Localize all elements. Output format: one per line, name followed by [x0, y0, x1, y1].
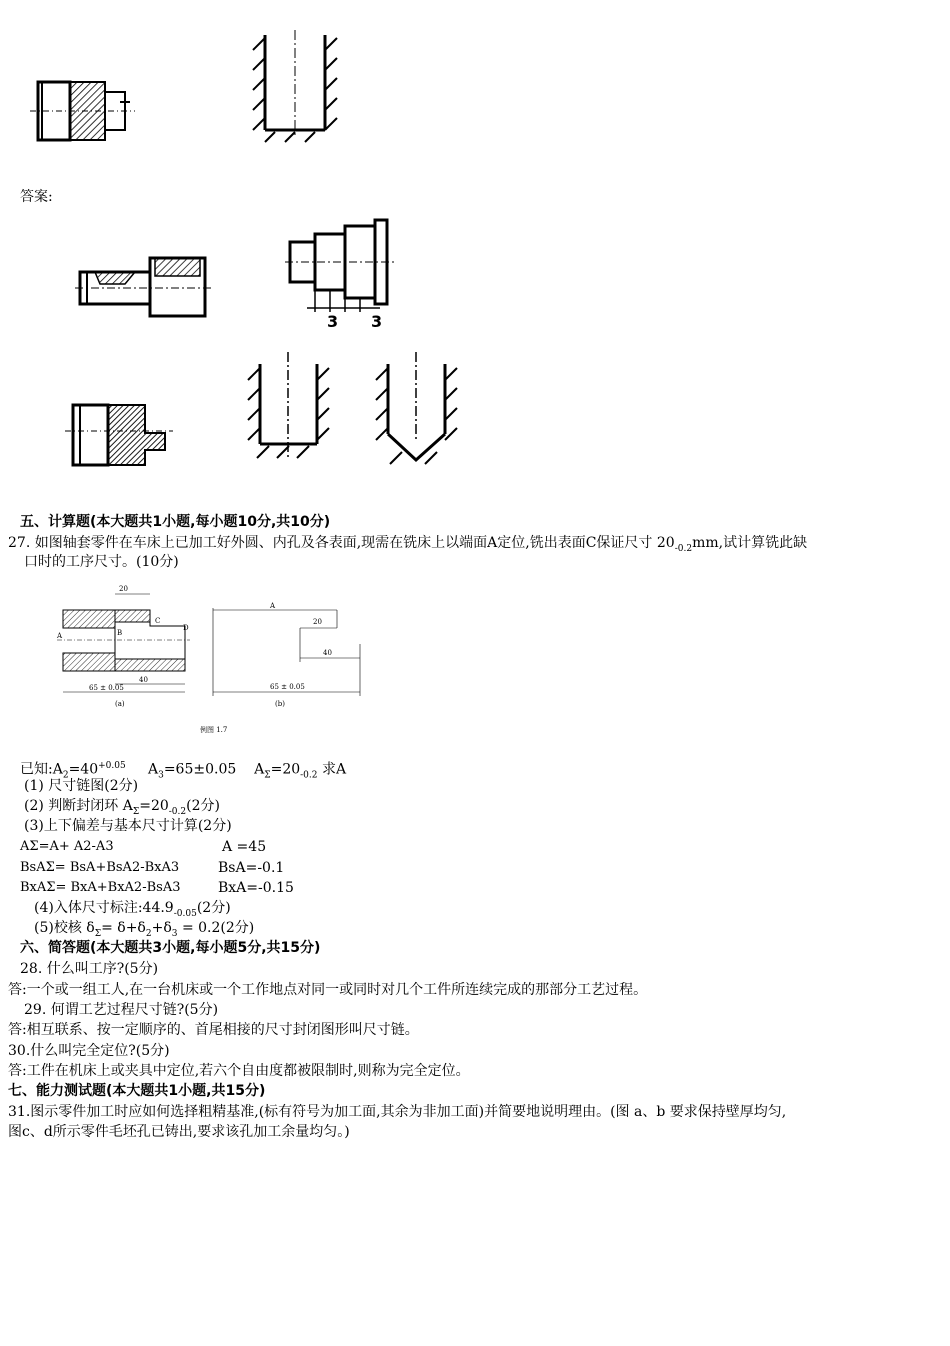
fig-caption: 例图 1.7 [200, 726, 228, 734]
answer-label: 答案: [20, 189, 53, 205]
drawing-answer-bore-flat [242, 352, 337, 467]
q31-line2: 图c、d所示零件毛坯孔已铸出,要求该孔加工余量均匀。) [8, 1124, 350, 1140]
fig-label-C: C [155, 617, 161, 625]
eq3-left: BxAΣ= BxA+BxA2-BsA3 [20, 880, 181, 895]
q28: 28. 什么叫工序?(5分) [20, 961, 159, 977]
eq1-right: A =45 [222, 839, 267, 855]
section6-heading: 六、简答题(本大题共3小题,每小题5分,共15分) [20, 940, 321, 956]
q27-line1: 27. 如图轴套零件在车床上已加工好外圆、内孔及各表面,现需在铣床上以端面A定位,铣出表面C保证尺寸 20 [8, 535, 675, 551]
q29: 29. 何谓工艺过程尺寸链?(5分) [24, 1002, 219, 1018]
fig-b-label: (b) [275, 700, 285, 708]
fig-a-label: (a) [115, 700, 125, 708]
drawing-hatched-part [30, 72, 140, 152]
q30: 30.什么叫完全定位?(5分) [8, 1043, 170, 1059]
dim-3-left: 3 [327, 312, 339, 331]
q31-line1: 31.图示零件加工时应如何选择粗精基准,(标有符号为加工面,其余为非加工面)并简要地说明理由。(图 a、b 要求保持壁厚均匀, [8, 1104, 787, 1120]
a29: 答:相互联系、按一定顺序的、首尾相接的尺寸封闭图形叫尺寸链。 [8, 1022, 419, 1038]
step4: (4)入体尺寸标注$:44.9_{-0.05}(2$分) [34, 900, 231, 919]
known-line: 已知$:A_2=40^{+0.05}$ $A_3=65\pm 0.05$ $A_\Sigma=20_{-0.2}$ 求A [20, 761, 347, 781]
q27-tolerance: -0.2 [674, 543, 693, 554]
dim-3-right: 3 [371, 312, 383, 331]
q27-line2: 口时的工序尺寸。(10分) [24, 554, 179, 570]
section5-heading: 五、计算题(本大题共1小题,每小题10分,共10分) [20, 514, 331, 530]
step3: (3)上下偏差与基本尺寸计算(2分) [24, 818, 232, 834]
q27-line1-end: mm,试计算铣此缺 [692, 535, 808, 551]
fig-b-dim65: 65 ± 0.05 [270, 683, 305, 691]
figure-1-7 [55, 578, 375, 738]
eq2-right: BsA=-0.1 [218, 860, 285, 876]
step2: (2) 判断封闭环 $A_\Sigma=20_{-0.2}(2$分) [24, 798, 220, 817]
drawing-answer-hatched-block [65, 395, 180, 475]
eq3-right: BxA=-0.15 [218, 880, 294, 896]
fig-b-label-A: A [270, 602, 276, 610]
section7-heading: 七、能力测试题(本大题共1小题,共15分) [8, 1083, 266, 1099]
step1: (1) 尺寸链图(2分) [24, 778, 139, 794]
fig-b-dim40: 40 [323, 649, 332, 657]
drawing-bore-hole [245, 30, 355, 145]
fig-b-dim20: 20 [313, 618, 322, 626]
drawing-answer-bore-drilled [370, 352, 465, 472]
step5: (5)校核 $\delta_\Sigma= \delta+\delta_2+\delta_3 = 0.2(2$分) [34, 920, 255, 939]
a30: 答:工件在机床上或夹具中定位,若六个自由度都被限制时,则称为完全定位。 [8, 1063, 470, 1079]
a28: 答:一个或一组工人,在一台机床或一个工作地点对同一或同时对几个工件所连续完成的那部分工艺过程。 [8, 982, 648, 998]
fig-label-A: A [57, 632, 63, 640]
fig-label-B: B [117, 629, 123, 637]
fig-a-dim65: 65 ± 0.05 [89, 684, 124, 692]
drawing-answer-stepped-shaft [285, 212, 400, 332]
eq2-left: BsAΣ= BsA+BsA2-BxA3 [20, 860, 180, 875]
fig-label-D: D [183, 624, 189, 632]
eq1-left: AΣ=A+ A2-A3 [20, 839, 114, 854]
fig-a-dim20: 20 [119, 585, 128, 593]
fig-a-dim40: 40 [139, 676, 148, 684]
drawing-answer-shaft [75, 250, 215, 320]
